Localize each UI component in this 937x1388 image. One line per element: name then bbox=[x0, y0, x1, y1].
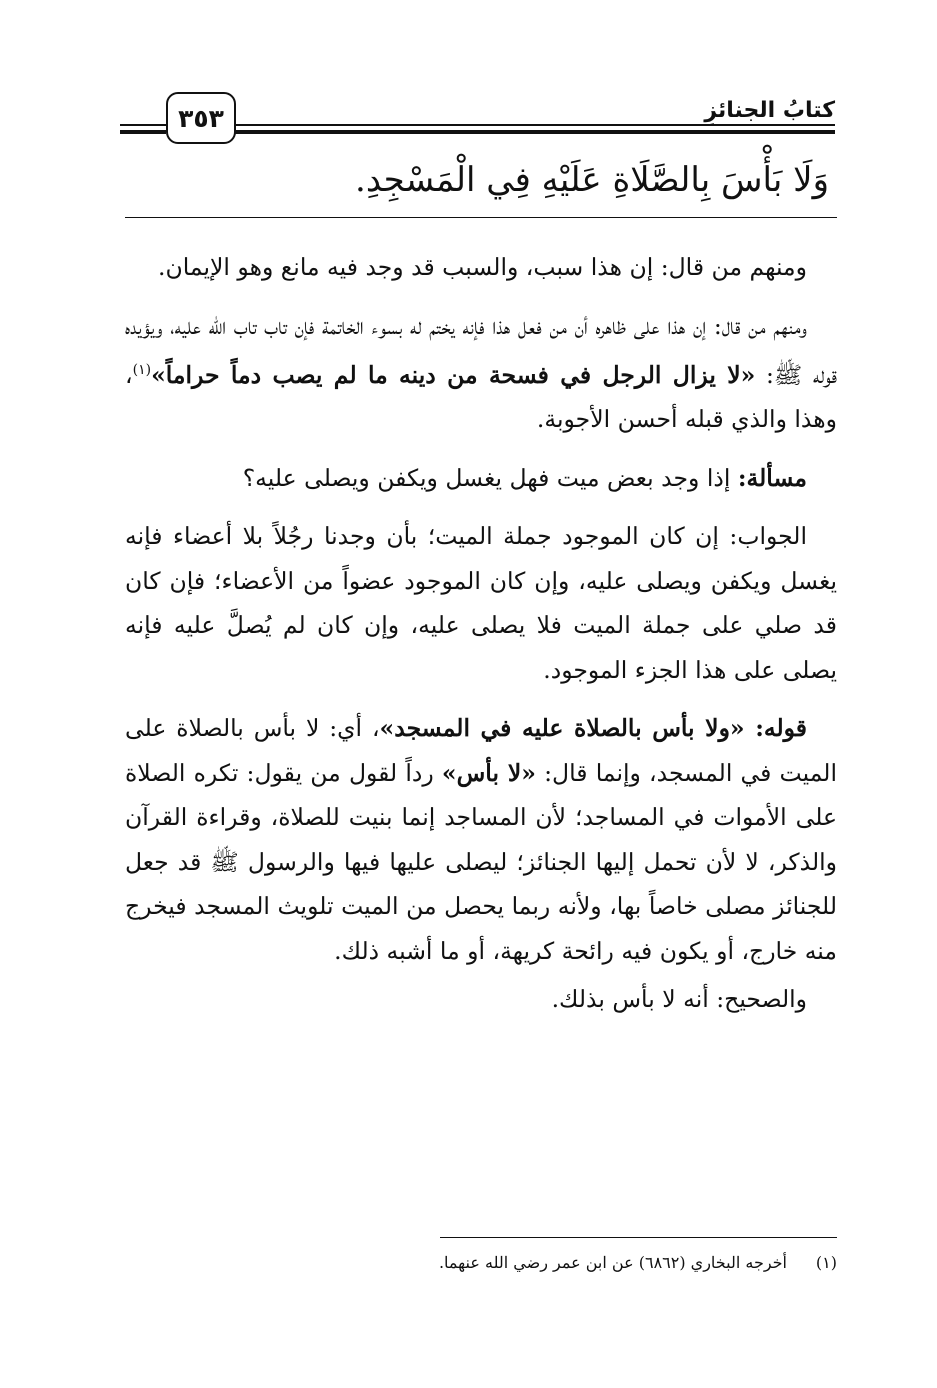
footnote-number: (١) bbox=[815, 1253, 837, 1272]
matn-text: وَلَا بَأْسَ بِالصَّلَاةِ عَلَيْهِ فِي الْمَسْجِدِ. bbox=[355, 160, 829, 200]
footnote-ref: (١) bbox=[132, 362, 152, 378]
issue-label: مسألة: bbox=[737, 463, 807, 492]
paragraph bbox=[125, 304, 837, 442]
commentary-body bbox=[125, 245, 837, 1022]
paragraph-text: ومنهم من قال: إن هذا على ظاهره أن من فعل هذا فإنه يختم له بسوء الخاتمة فإن تاب تاب الله عليه، ويؤيده قوله ﷺ: bbox=[125, 311, 837, 389]
paragraph bbox=[125, 706, 837, 973]
paragraph-text: ، وهذا والذي قبله أحسن الأجوبة. bbox=[125, 360, 837, 434]
page-number: ٣٥٣ bbox=[166, 92, 236, 144]
paragraph-text: رداً لقول من يقول: تكره الصلاة على الأموات في المساجد؛ لأن المساجد إنما بنيت للصلاة، وقراءة القرآن والذكر، لا لأن تحمل إليها الجنائز؛ ليصلى عليها فيها والرسول ﷺ قد جعل للجنائز مصلى خاصاً بها، ولأنه ربما يحصل من الميت تلويث المسجد فيخرج منه خارج، أو يكون فيه رائحة كريهة، أو ما أشبه ذلك. bbox=[125, 758, 837, 965]
paragraph-text: والصحيح: أنه لا بأس بذلك. bbox=[551, 985, 807, 1014]
hadith-quote: «لا يزال الرجل في فسحة من دينه ما لم يصب دماً حراماً» bbox=[151, 360, 756, 389]
footnote-text: أخرجه البخاري (٦٨٦٢) عن ابن عمر رضي الله عنهما. bbox=[438, 1253, 787, 1272]
header-rule-left bbox=[120, 124, 166, 126]
phrase-quote: «لا بأس» bbox=[441, 758, 536, 787]
matn-quote: «ولا بأس بالصلاة عليه في المسجد» bbox=[379, 714, 756, 743]
header-rule-left-thick bbox=[120, 130, 166, 134]
header-rule bbox=[235, 124, 835, 126]
footnote-divider bbox=[440, 1237, 837, 1238]
paragraph-text: إذا وجد بعض ميت فهل يغسل ويكفن ويصلى عليه؟ bbox=[242, 463, 738, 492]
page-header bbox=[120, 92, 835, 148]
paragraph-text: ومنهم من قال: إن هذا سبب، والسبب قد وجد فيه مانع وهو الإيمان. bbox=[158, 253, 807, 281]
paragraph bbox=[125, 977, 837, 1022]
header-rule-thick bbox=[235, 130, 835, 134]
paragraph bbox=[125, 514, 837, 692]
footnote bbox=[439, 1250, 837, 1276]
paragraph bbox=[125, 245, 837, 290]
book-title: كتابُ الجنائزِ bbox=[704, 98, 835, 123]
matn-divider bbox=[125, 217, 837, 218]
qawluhu-label: قوله: bbox=[755, 714, 808, 743]
paragraph bbox=[125, 456, 837, 501]
paragraph-text: الجواب: إن كان الموجود جملة الميت؛ بأن وجدنا رجُلاً بلا أعضاء فإنه يغسل ويكفن ويصلى عليه، وإن كان الموجود عضواً من الأعضاء؛ فإن كان قد صلي على جملة الميت فلا يصلى عليه، وإن كان لم يُصلَّ عليه فإنه يصلى على هذا الجزء الموجود. bbox=[125, 522, 837, 684]
paragraph-text: ، أي: لا بأس بالصلاة على الميت في المسجد، وإنما قال: bbox=[125, 714, 837, 787]
